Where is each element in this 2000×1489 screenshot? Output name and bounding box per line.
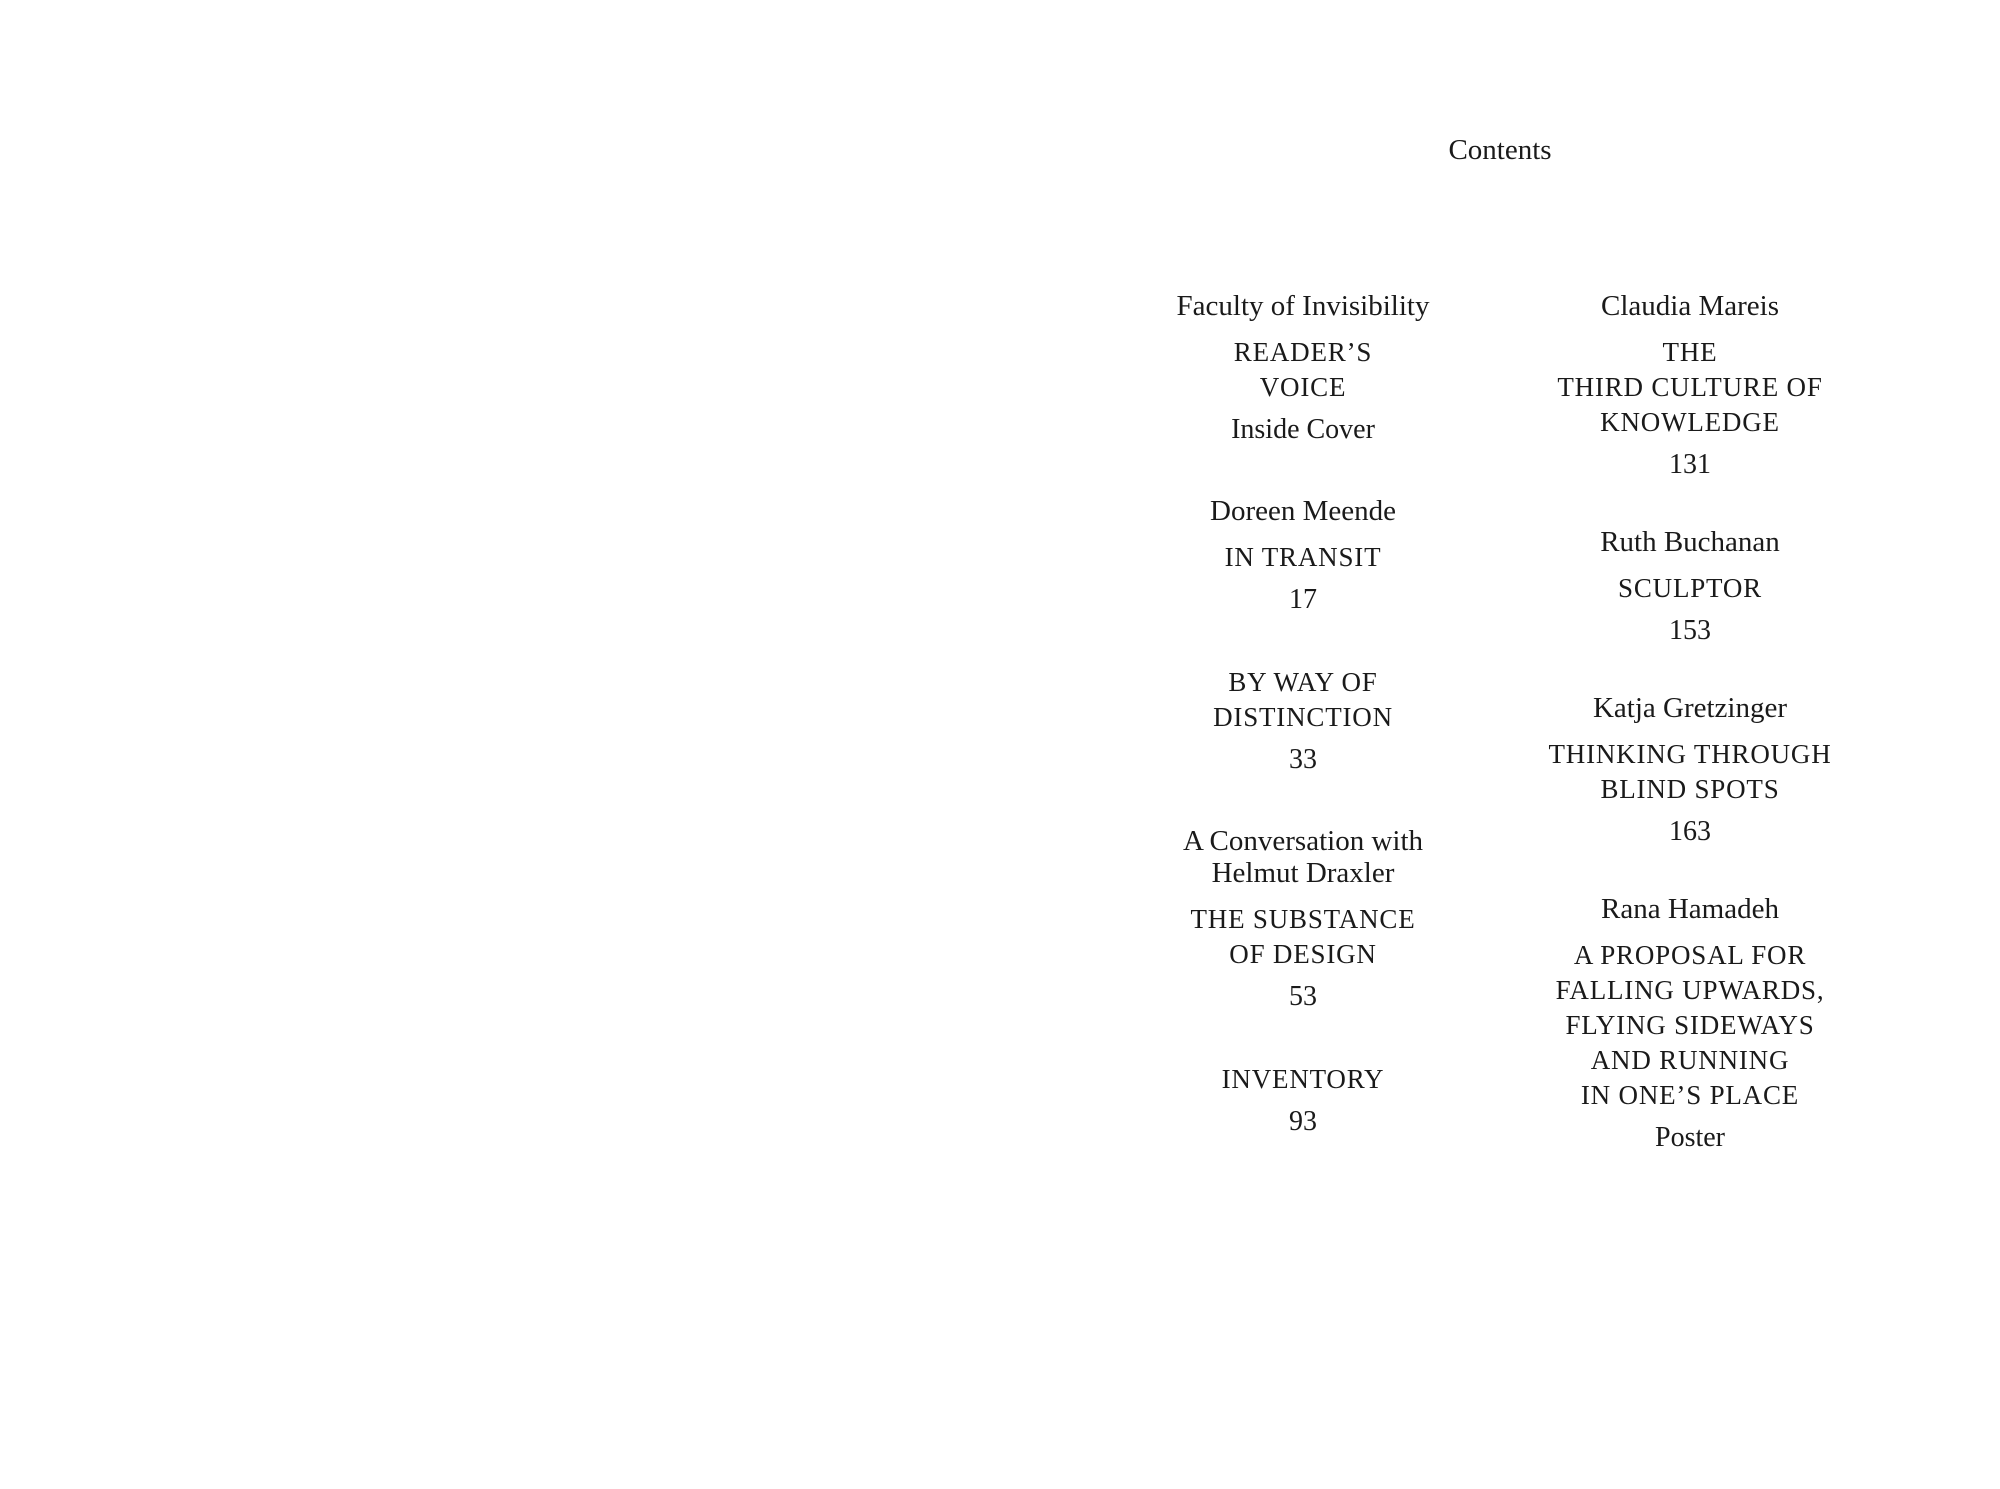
toc-entry [1103,665,1503,777]
toc-title: THE THIRD CULTURE OF KNOWLEDGE [1557,337,1823,437]
toc-title: BY WAY OF DISTINCTION [1213,667,1393,732]
toc-column-left [1103,290,1503,1139]
toc-entry [1490,692,1890,849]
toc-page: 131 [1669,449,1711,480]
toc-title: SCULPTOR [1618,573,1762,603]
toc-page: 53 [1289,981,1317,1012]
toc-entry [1490,290,1890,482]
toc-title: READER’S VOICE [1233,337,1373,402]
toc-title: IN TRANSIT [1224,542,1382,572]
toc-author: A Conversation with Helmut Draxler [1182,825,1424,889]
toc-author: Rana Hamadeh [1601,893,1779,925]
page-title: Contents [1448,134,1552,166]
toc-page: 163 [1669,816,1711,847]
toc-entry [1490,893,1890,1155]
toc-author: Ruth Buchanan [1600,526,1780,558]
toc-author: Faculty of Invisibility [1176,290,1430,322]
toc-entry [1103,1062,1503,1139]
toc-column-right [1490,290,1890,1155]
toc-title: THINKING THROUGH BLIND SPOTS [1548,739,1832,804]
toc-title: A PROPOSAL FOR FALLING UPWARDS, FLYING SIDEWAYS AND RUNNING IN ONE’S PLACE [1555,940,1825,1110]
toc-page: 93 [1289,1106,1317,1137]
toc-title: INVENTORY [1221,1064,1385,1094]
toc-entry [1103,825,1503,1014]
toc-author: Katja Gretzinger [1592,692,1788,724]
toc-page: Poster [1655,1122,1725,1153]
toc-entry [1103,495,1503,617]
toc-title: THE SUBSTANCE OF DESIGN [1190,904,1416,969]
toc-author: Claudia Mareis [1601,290,1779,322]
toc-entry [1490,526,1890,648]
toc-page: Inside Cover [1231,414,1375,445]
toc-page: 17 [1289,584,1317,615]
toc-author: Doreen Meende [1210,495,1396,527]
toc-page: 153 [1669,615,1711,646]
toc-entry [1103,290,1503,447]
toc-page: 33 [1289,744,1317,775]
